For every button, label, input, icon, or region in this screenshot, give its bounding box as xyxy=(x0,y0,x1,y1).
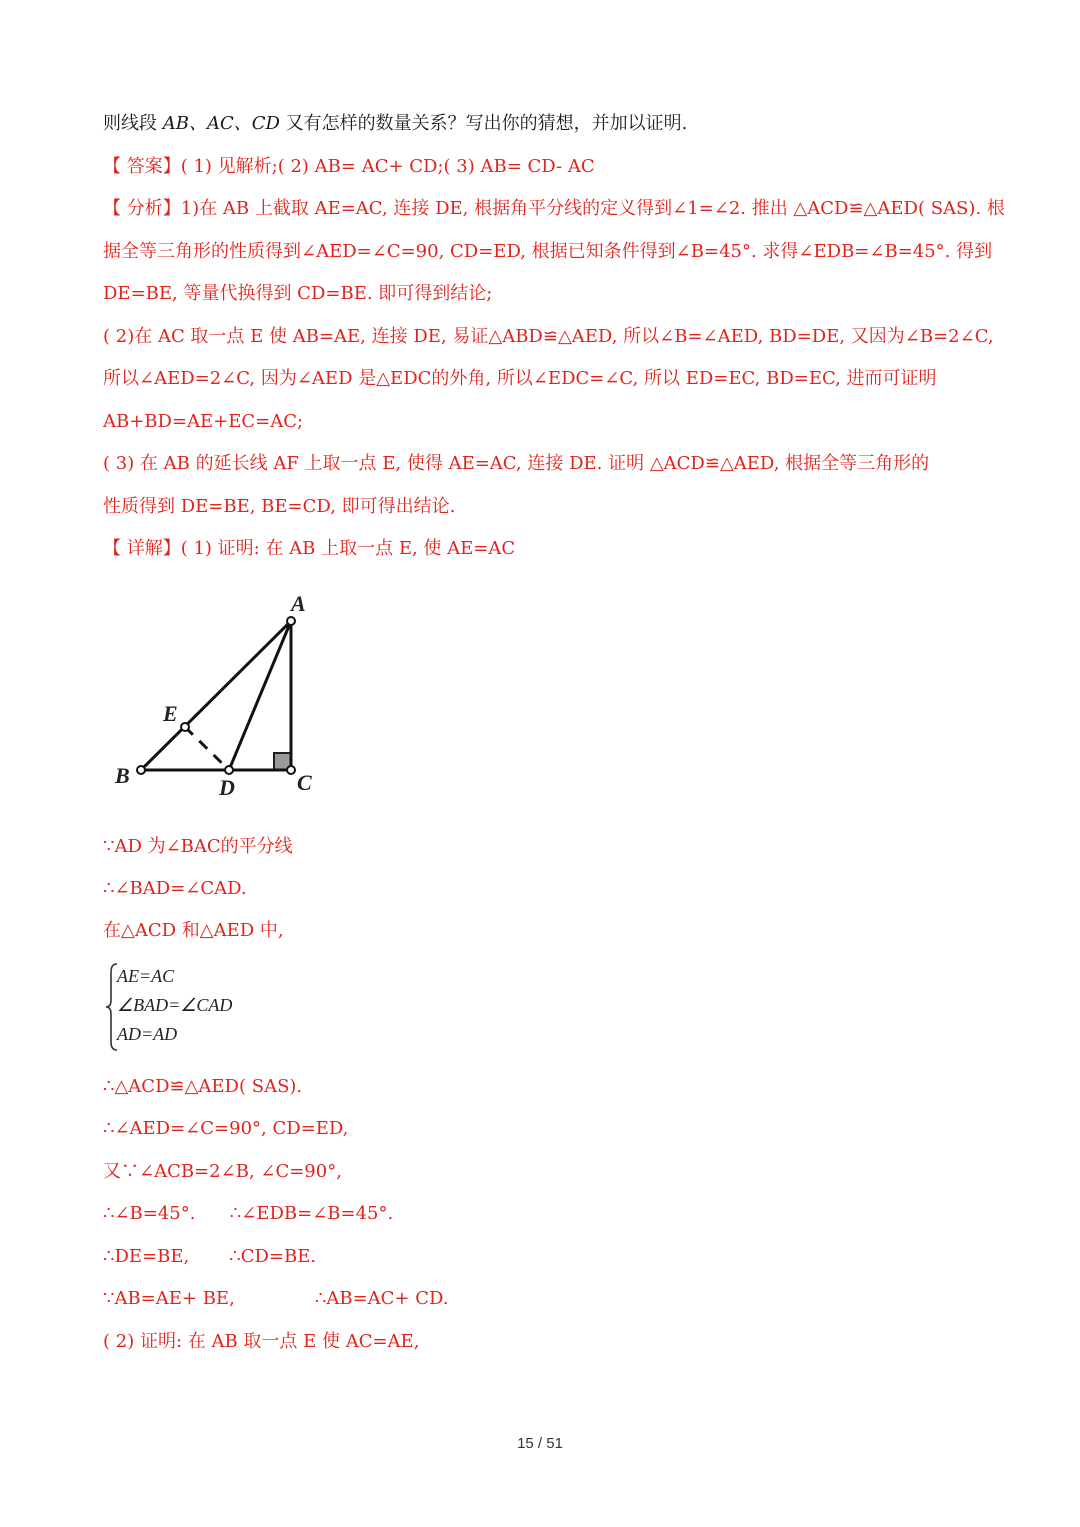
case-line: AE=AC xyxy=(117,966,175,986)
answer-line: 【 答案】( 1) 见解析;( 2) AB= AC+ CD;( 3) AB= CD- AC xyxy=(103,156,595,177)
proof-line: 在△ACD 和△AED 中, xyxy=(103,920,284,941)
segment-ad xyxy=(229,621,291,770)
label-a: A xyxy=(291,591,306,616)
analysis-line: DE=BE, 等量代换得到 CD=BE. 即可得到结论; xyxy=(103,283,493,304)
case-line: ∠BAD=∠CAD xyxy=(117,995,233,1015)
analysis-line: 据全等三角形的性质得到∠AED=∠C=90, CD=ED, 根据已知条件得到∠B=45°. 求得∠EDB=∠B=45°. 得到 xyxy=(103,241,993,262)
proof-line: ∴∠BAD=∠CAD. xyxy=(103,878,247,899)
analysis-line: 所以∠AED=2∠C, 因为∠AED 是△EDC的外角, 所以∠EDC=∠C, 所以 ED=EC, BD=EC, 进而可证明 xyxy=(103,368,937,389)
label-c: C xyxy=(297,770,312,795)
proof-line: ∴∠B=45°. ∴∠EDB=∠B=45°. xyxy=(103,1203,394,1224)
triangle-figure xyxy=(105,585,335,800)
label-d: D xyxy=(219,775,235,800)
proof-line: ∵AD 为∠BAC的平分线 xyxy=(103,836,293,857)
intro-vars: AB、AC、CD xyxy=(162,113,280,134)
segment-ab xyxy=(141,621,291,770)
detail-line: 【 详解】( 1) 证明: 在 AB 上取一点 E, 使 AE=AC xyxy=(103,538,516,559)
analysis-line: 性质得到 DE=BE, BE=CD, 即可得出结论. xyxy=(103,496,456,517)
analysis-line: AB+BD=AE+EC=AC; xyxy=(103,411,304,432)
case-line: AD=AD xyxy=(117,1024,178,1044)
segment-ed-dashed xyxy=(185,727,229,770)
page-number: 15 / 51 xyxy=(517,1435,563,1452)
proof-line: 又∵∠ACB=2∠B, ∠C=90°, xyxy=(103,1161,342,1182)
vertex-d xyxy=(225,766,233,774)
vertex-b xyxy=(137,766,145,774)
vertex-a xyxy=(287,617,295,625)
intro-prefix: 则线段 xyxy=(103,113,163,134)
proof-line: ∴∠AED=∠C=90°, CD=ED, xyxy=(103,1118,349,1139)
analysis-line: ( 2)在 AC 取一点 E 使 AB=AE, 连接 DE, 易证△ABD≌△AED, 所以∠B=∠AED, BD=DE, 又因为∠B=2∠C, xyxy=(103,326,994,347)
vertex-e xyxy=(181,723,189,731)
question-intro xyxy=(103,113,687,135)
proof-line: ∴DE=BE, ∴CD=BE. xyxy=(103,1246,317,1267)
proof-line: ∵AB=AE+ BE, ∴AB=AC+ CD. xyxy=(103,1288,449,1309)
label-e: E xyxy=(163,701,178,726)
label-b: B xyxy=(115,763,130,788)
proof-line: ( 2) 证明: 在 AB 取一点 E 使 AC=AE, xyxy=(103,1331,420,1352)
proof-line: ∴△ACD≌△AED( SAS). xyxy=(103,1076,303,1097)
vertex-c xyxy=(287,766,295,774)
intro-suffix: 又有怎样的数量关系？写出你的猜想，并加以证明. xyxy=(279,113,688,134)
analysis-line: ( 3) 在 AB 的延长线 AF 上取一点 E, 使得 AE=AC, 连接 DE. 证明 △ACD≌△AED, 根据全等三角形的 xyxy=(103,453,930,474)
analysis-line: 【 分析】1)在 AB 上截取 AE=AC, 连接 DE, 根据角平分线的定义得到∠1=∠2. 推出 △ACD≌△AED( SAS). 根 xyxy=(103,198,1005,219)
